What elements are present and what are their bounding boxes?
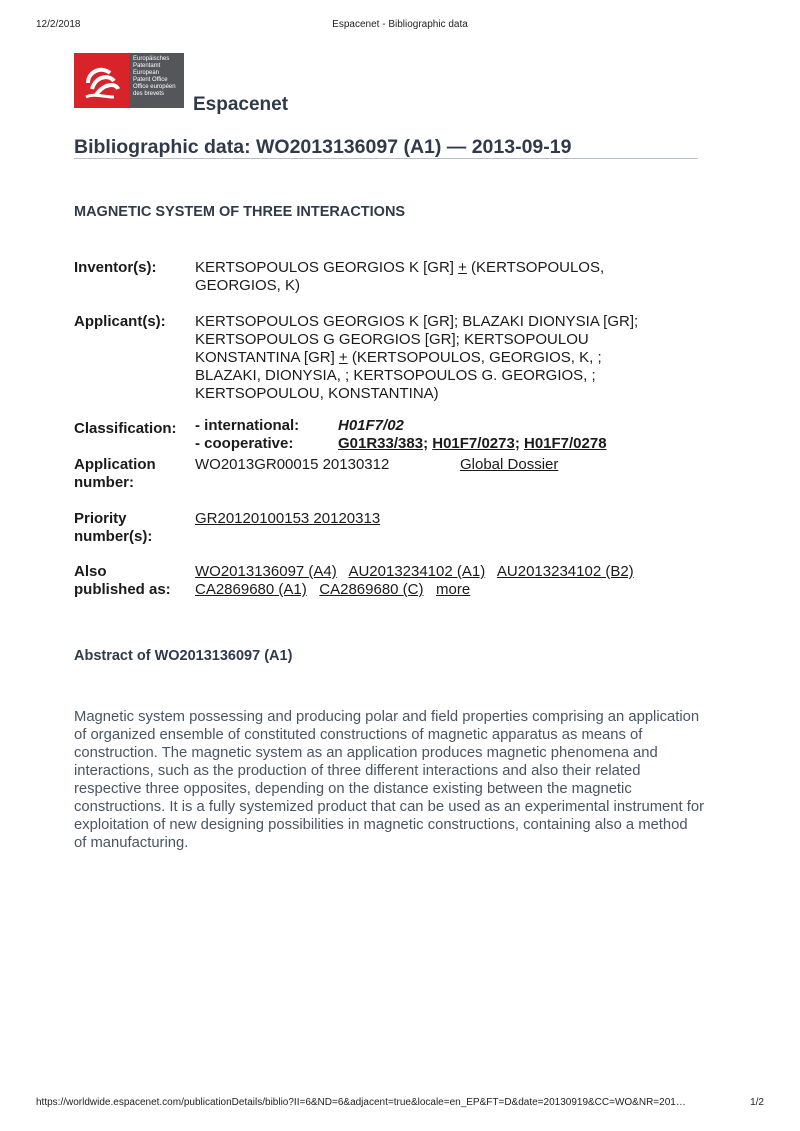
- print-page-title: Espacenet - Bibliographic data: [332, 19, 468, 30]
- print-date: 12/2/2018: [36, 19, 81, 30]
- cpc-link-1[interactable]: G01R33/383: [338, 435, 424, 452]
- abstract-text: Magnetic system possessing and producing polar and field properties comprising an application of organized ensemble of constituted constructions of magnetic apparatus as means of construction. The magnetic system as an application produces magnetic phenomena and interactions, such as the production of three different interactions and also their related respective three opposites, depending on the distance existing between the magnetic constructions. It is a fully systemized product that can be used as an experimental instrument for exploitation of new designing possibilities in magnetic constructions, containing also a method of manufacturing.: [74, 709, 704, 851]
- epo-logo-mark-icon: [74, 53, 129, 108]
- also-published-link[interactable]: CA2869680 (A1): [195, 581, 307, 598]
- classification-value: [195, 417, 700, 453]
- also-published-link[interactable]: AU2013234102 (B2): [496, 563, 634, 580]
- cpc-link-2[interactable]: H01F7/0273: [432, 435, 515, 452]
- also-published-link[interactable]: CA2869680 (C): [319, 581, 424, 598]
- applicants-label: Applicant(s):: [74, 313, 166, 330]
- also-published-label: Also published as:: [74, 563, 171, 598]
- also-published-links: [195, 563, 700, 599]
- inventors-value: KERTSOPOULOS GEORGIOS K [GR] + (KERTSOPOULOS, GEORGIOS, K): [195, 259, 605, 294]
- also-published-link[interactable]: AU2013234102 (A1): [348, 563, 486, 580]
- cooperative-class-label: - cooperative:: [195, 435, 294, 452]
- applicants-expand-link[interactable]: +: [338, 349, 348, 366]
- international-class-value: H01F7/02: [338, 417, 404, 434]
- cooperative-class-values: G01R33/383; H01F7/0273; H01F7/0278: [338, 435, 607, 452]
- document-title: MAGNETIC SYSTEM OF THREE INTERACTIONS: [74, 204, 406, 220]
- applicants-value: KERTSOPOULOS GEORGIOS K [GR]; BLAZAKI DIONYSIA [GR]; KERTSOPOULOS G GEORGIOS [GR]; KERTSOPOULOU KONSTANTINA [GR] + (KERTSOPOULOS, GEORGIOS, K, ; BLAZAKI, DIONYSIA, ; KERTSOPOULOS G. GEORGIOS, ; KERTSOPOULOU, KONSTANTINA): [195, 313, 639, 402]
- espacenet-brand[interactable]: Espacenet: [193, 94, 289, 115]
- page-title: Bibliographic data: WO2013136097 (A1) — 2013-09-19: [74, 136, 572, 158]
- inventors-expand-link[interactable]: +: [458, 259, 467, 276]
- also-published-link[interactable]: WO2013136097 (A4): [195, 563, 337, 580]
- application-number-value: WO2013GR00015 20130312 Global Dossier: [195, 456, 559, 473]
- abstract-heading: Abstract of WO2013136097 (A1): [74, 648, 293, 664]
- priority-number-value: [195, 510, 700, 528]
- classification-label: Classification:: [74, 420, 177, 437]
- international-class-label: - international:: [195, 417, 300, 434]
- application-number-label: Application number:: [74, 456, 156, 491]
- title-divider: [74, 158, 698, 159]
- epo-logo-text: Europäisches Patentamt European Patent Office Office européen des brevets: [129, 53, 184, 108]
- print-header: [36, 19, 764, 33]
- more-link[interactable]: more: [436, 581, 471, 598]
- print-url: https://worldwide.espacenet.com/publicationDetails/biblio?II=6&ND=6&adjacent=true&locale=en_EP&FT=D&date=20130919&CC=WO&NR=201…: [36, 1097, 686, 1108]
- priority-number-link[interactable]: GR20120100153 20120313: [195, 510, 381, 527]
- epo-logo[interactable]: [74, 53, 184, 108]
- priority-number-label: Priority number(s):: [74, 510, 153, 545]
- cpc-link-3[interactable]: H01F7/0278: [523, 435, 607, 452]
- print-page-number: 1/2: [750, 1097, 764, 1108]
- print-footer: [36, 1097, 764, 1111]
- global-dossier-link[interactable]: Global Dossier: [460, 456, 559, 473]
- inventors-label: Inventor(s):: [74, 259, 157, 276]
